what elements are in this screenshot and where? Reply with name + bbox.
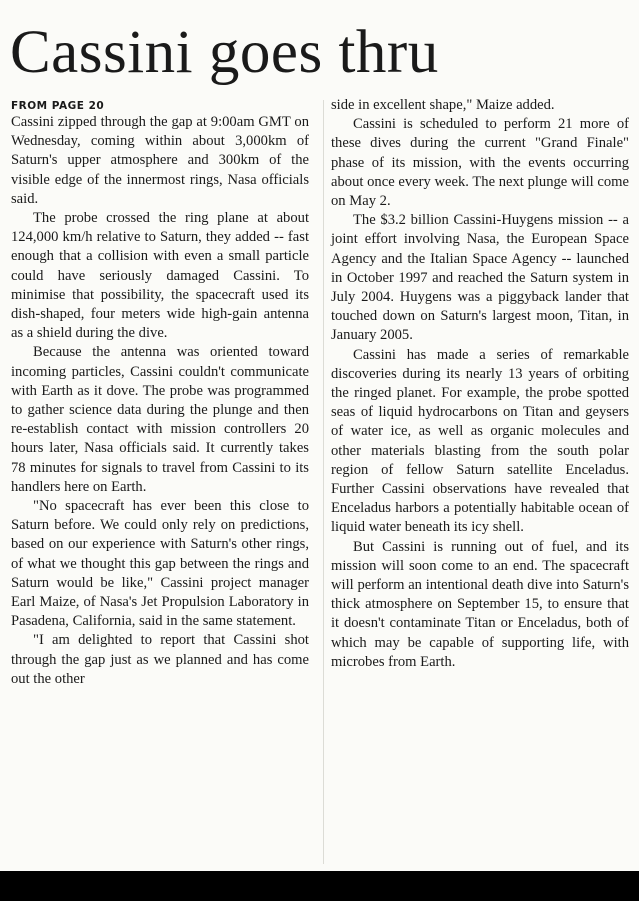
article-paragraph: "No spacecraft has ever been this close to Saturn before. We could only rely on predictions, based on our experience with Saturn's other rings, of what we thought this gap between the rings and Saturn would be like," Cassini project manager Earl Maize, of Nasa's Jet Propulsion Laboratory in Pasadena, California, said in the same statement.: [11, 498, 309, 630]
article-paragraph: The $3.2 billion Cassini-Huygens mission -- a joint effort involving Nasa, the European Space Agency and the Italian Space Agency -- launched in October 1997 and reached the Saturn system in July 2004. Huygens was a piggyback lander that touched down on Saturn's largest moon, Titan, in January 2005.: [331, 212, 629, 344]
left-column: [11, 96, 309, 689]
article-paragraph: side in excellent shape," Maize added.: [331, 97, 555, 113]
article-paragraph: Cassini has made a series of remarkable discoveries during its nearly 13 years of orbiting the ringed planet. For example, the probe spotted seas of liquid hydrocarbons on Titan and geysers of water ice, as well as organic molecules and other materials blasting from the south polar region of fellow Saturn satellite Enceladus. Further Cassini observations have revealed that Enceladus harbors a potentially habitable ocean of liquid water beneath its icy shell.: [331, 346, 629, 536]
right-column: [331, 96, 629, 672]
column-divider: [323, 100, 324, 864]
article-paragraph: Cassini zipped through the gap at 9:00am GMT on Wednesday, coming within about 3,000km of Saturn's upper atmosphere and 300km of the visible edge of the innermost rings, Nasa officials said.: [11, 114, 309, 207]
article-paragraph: Cassini is scheduled to perform 21 more of these dives during the current "Grand Finale" phase of its mission, with the events occurring about once every week. The next plunge will come on May 2.: [331, 116, 629, 210]
headline: Cassini goes thru: [10, 19, 439, 86]
bottom-black-bar: [0, 871, 639, 901]
from-page-label: FROM PAGE 20: [11, 100, 105, 112]
article-paragraph: But Cassini is running out of fuel, and its mission will soon come to an end. The spacecraft will perform an intentional death dive into Saturn's thick atmosphere on September 15, to ensure that it doesn't contaminate Titan or Enceladus, both of which may be capable of supporting life, with microbes from Earth.: [331, 538, 629, 670]
article-paragraph: "I am delighted to report that Cassini shot through the gap just as we planned and has come out the other: [11, 632, 309, 687]
article-paragraph: Because the antenna was oriented toward incoming particles, Cassini couldn't communicate with Earth as it dove. The probe was programmed to gather science data during the plunge and then re-establish contact with mission controllers 20 hours later, Nasa officials said. It currently takes 78 minutes for signals to travel from Cassini to its handlers here on Earth.: [11, 344, 309, 495]
article-paragraph: The probe crossed the ring plane at about 124,000 km/h relative to Saturn, they added -- fast enough that a collision with even a small particle could have seriously damaged Cassini. To minimise that possibility, the spacecraft used its dish-shaped, four meters wide high-gain antenna as a shield during the dive.: [11, 210, 309, 342]
